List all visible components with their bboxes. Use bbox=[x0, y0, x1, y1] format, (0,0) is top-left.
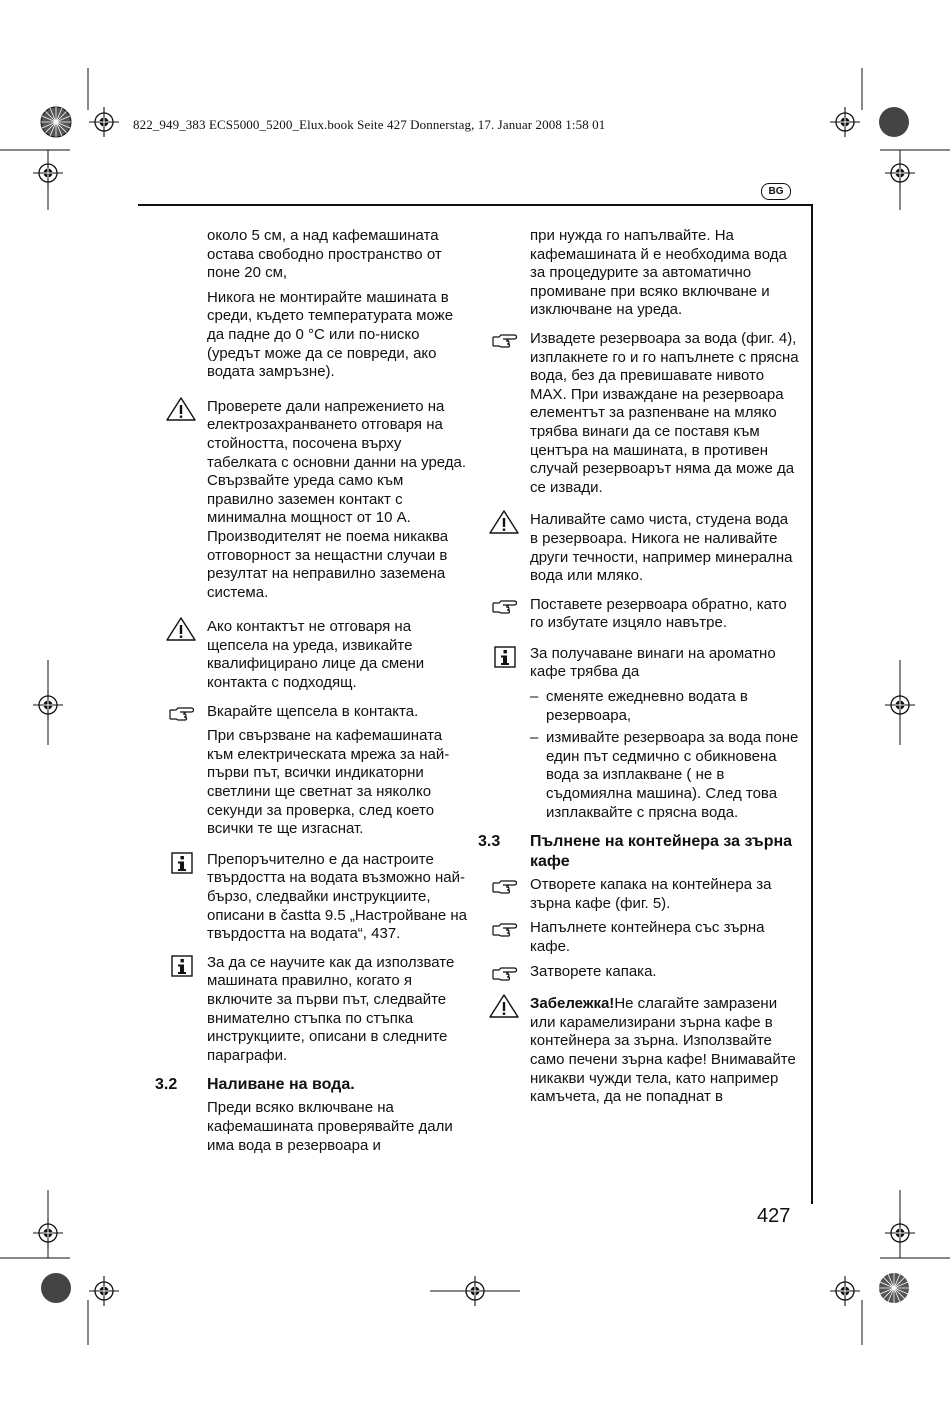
paragraph: при нужда го напълвайте. На кафемашината й е необходима вода за процедурите за автоматично промиване при всяко включване и изключване на уреда. bbox=[530, 227, 787, 319]
language-badge: BG bbox=[761, 183, 791, 200]
info-icon bbox=[494, 646, 516, 668]
list-item bbox=[530, 729, 800, 822]
fill-beans-step bbox=[530, 919, 800, 956]
paragraph: За да се научите как да използвате машината правилно, когато я включите за първи път, следвайте внимателно стъпка по стъпка инструкциите, описани в следните параграфи. bbox=[207, 953, 455, 1064]
paragraph bbox=[530, 995, 800, 1107]
right-rule bbox=[811, 204, 813, 1204]
paragraph: Напълнете контейнера със зърна кафе. bbox=[530, 919, 765, 955]
reinsert-tank-step bbox=[530, 596, 800, 633]
dash-bullet: – bbox=[530, 688, 539, 706]
note-label: Забележка! bbox=[530, 995, 615, 1013]
paragraph: Преди всяко включване на кафемашината проверявайте дали има вода в резервоара и bbox=[207, 1099, 453, 1154]
info-icon bbox=[171, 852, 193, 874]
pointing-hand-icon bbox=[492, 920, 518, 938]
paragraph: Ако контактът не отговаря на щепсела на уреда, извикайте квалифицирано лице да смени контакта с подходящ. bbox=[207, 618, 425, 692]
section-heading bbox=[155, 1075, 472, 1095]
close-lid-step bbox=[530, 963, 800, 982]
socket-warning bbox=[207, 618, 472, 692]
warning-triangle-icon bbox=[165, 616, 197, 642]
warning-triangle-icon bbox=[165, 396, 197, 422]
section-title: Наливане на вода. bbox=[207, 1076, 355, 1094]
right-column bbox=[478, 227, 800, 1117]
paragraph: около 5 см, а над кафемашината остава свободно пространство от поне 20 см, bbox=[207, 227, 442, 282]
paragraph: Никога не монтирайте машината в среди, където температурата може да падне до 0 °C или по-ниско (уредът може да се повреди, ако водата замръзне). bbox=[207, 288, 454, 381]
paragraph: За получаване винаги на ароматно кафе трябва да bbox=[530, 644, 776, 681]
print-header: 822_949_383 ECS5000_5200_Elux.book Seite 427 Donnerstag, 17. Januar 2008 1:58 01 bbox=[133, 117, 606, 132]
paragraph: Отворете капака на контейнера за зърна кафе (фиг. 5). bbox=[530, 876, 772, 912]
first-use-info bbox=[207, 954, 472, 1066]
left-column bbox=[155, 227, 472, 1165]
water-continuation bbox=[530, 227, 800, 320]
water-fill-intro bbox=[207, 1099, 472, 1155]
top-rule bbox=[138, 204, 813, 206]
list-item-text: измивайте резервоара за вода поне един път седмично с обикновена вода за изплакване ( не в съдомиялна машина). След това изплаквайте с прясна вода. bbox=[546, 729, 799, 821]
note-text: Не слагайте замразени или карамелизирани зърна кафе в контейнера за зърна. Използвайте само печени зърна кафе! Внимавайте никакви чужди тела, като например камъчета, да не попаднат в bbox=[530, 995, 796, 1106]
dash-bullet: – bbox=[530, 729, 539, 747]
warning-triangle-icon bbox=[488, 509, 520, 535]
pointing-hand-icon bbox=[169, 704, 195, 722]
paragraph: Вкарайте щепсела в контакта. bbox=[207, 702, 419, 720]
pointing-hand-icon bbox=[492, 597, 518, 615]
section-heading bbox=[478, 832, 800, 872]
paragraph: Наливайте само чиста, студена вода в резервоара. Никога не наливайте други течности, например минерална вода или мляко. bbox=[530, 511, 793, 585]
aroma-info bbox=[530, 645, 800, 822]
clean-water-warning bbox=[530, 511, 800, 585]
paragraph: Затворете капака. bbox=[530, 962, 657, 980]
pointing-hand-icon bbox=[492, 964, 518, 982]
water-hardness-info bbox=[207, 851, 472, 944]
list-item bbox=[530, 688, 800, 725]
paragraph: Препоръчително е да настроите твърдостта на водата възможно най-бързо, следвайки инструкциите, описани в častta 9.5 „Настройване на твърдостта на водата“, 437. bbox=[207, 850, 468, 943]
page-number: 427 bbox=[757, 1205, 791, 1227]
paragraph: Поставете резервоара обратно, като го избутате изцяло навътре. bbox=[530, 595, 787, 632]
pointing-hand-icon bbox=[492, 877, 518, 895]
installation-note bbox=[207, 227, 472, 382]
info-icon bbox=[171, 955, 193, 977]
section-number: 3.3 bbox=[478, 833, 501, 851]
beans-warning bbox=[530, 995, 800, 1107]
open-lid-step bbox=[530, 876, 800, 913]
section-number: 3.2 bbox=[155, 1076, 178, 1094]
paragraph: При свързване на кафемашината към електрическата мрежа за най-първи път, всички индикаторни светлини ще светнат за няколко секунди за проверка, след което всички те ще изгаснат. bbox=[207, 727, 450, 838]
plug-in-step bbox=[207, 703, 472, 839]
paragraph: Извадете резервоара за вода (фиг. 4), изплакнете го и го напълнете с прясна вода, без да превишавате нивото MAX. При изваждане на резервоара елементът за разпенване на мляко трябва винаги да се поставя към центъра на машината, в противен случай резервоарът няма да може да се извади. bbox=[530, 329, 799, 496]
warning-triangle-icon bbox=[488, 993, 520, 1019]
remove-tank-step bbox=[530, 330, 800, 497]
paragraph: Проверете дали напрежението на електрозахранването отговаря на стойността, посочена върху табелката с основни данни на уреда. Свързвайте уреда само към правилно заземен контакт с минимална мощност от 10 A. Производителят не поема никаква отговорност за нещастни случаи в резултат на неправилно заземена система. bbox=[207, 397, 467, 601]
voltage-warning bbox=[207, 398, 472, 603]
list-item-text: сменяте ежедневно водата в резервоара, bbox=[546, 688, 748, 724]
section-title: Пълнене на контейнера за зърна кафе bbox=[530, 833, 793, 871]
pointing-hand-icon bbox=[492, 331, 518, 349]
